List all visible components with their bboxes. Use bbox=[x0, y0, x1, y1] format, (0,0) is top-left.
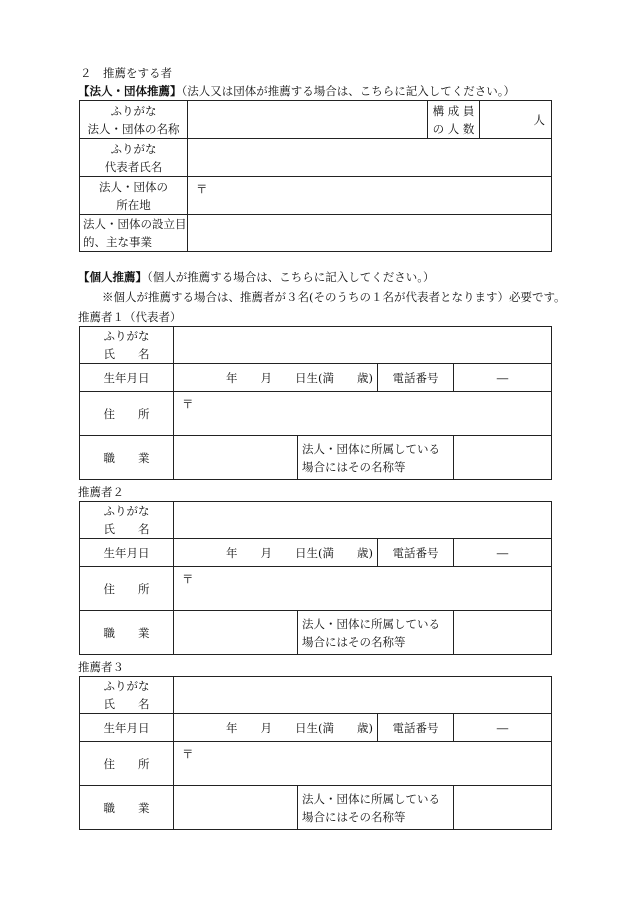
affiliation-label bbox=[298, 786, 454, 830]
representative-field[interactable] bbox=[188, 139, 552, 177]
corporate-address-label bbox=[80, 177, 188, 215]
occupation-field[interactable] bbox=[174, 436, 298, 480]
representative-name-text: 代表者氏名 bbox=[104, 159, 163, 174]
phone-field[interactable]: ― bbox=[454, 364, 552, 392]
name-label: 氏 名 bbox=[103, 522, 150, 536]
postal-mark: 〒 bbox=[196, 182, 208, 196]
birthdate-label: 生年月日 bbox=[80, 539, 174, 567]
member-count-label bbox=[428, 101, 480, 139]
birthdate-field[interactable]: 年 月 日生(満 歳) bbox=[174, 364, 378, 392]
recommender-name-label bbox=[80, 502, 174, 539]
section-heading: ２ 推薦をする者 bbox=[80, 66, 172, 80]
recommender-name-label bbox=[80, 327, 174, 364]
phone-field[interactable]: ― bbox=[454, 539, 552, 567]
birthdate-label: 生年月日 bbox=[80, 364, 174, 392]
purpose-label bbox=[80, 215, 188, 252]
name-label: 氏 名 bbox=[103, 697, 150, 711]
furigana-label: ふりがな bbox=[103, 679, 150, 693]
affiliation-label-line1: 法人・団体に所属している bbox=[302, 441, 440, 456]
address-label: 住 所 bbox=[80, 567, 174, 611]
member-count-label-line1: 構 成 員 bbox=[432, 103, 475, 118]
member-count-unit: 人 bbox=[533, 113, 545, 127]
address-field[interactable] bbox=[174, 742, 552, 786]
occupation-label: 職 業 bbox=[80, 611, 174, 655]
furigana-label: ふりがな bbox=[110, 103, 157, 118]
phone-label: 電話番号 bbox=[378, 364, 454, 392]
recommender-table bbox=[79, 501, 552, 655]
individual-heading-title: 【個人推薦】 bbox=[78, 270, 147, 284]
corporate-address-label-line2: 所在地 bbox=[116, 197, 151, 212]
occupation-label: 職 業 bbox=[80, 436, 174, 480]
affiliation-label-line1: 法人・団体に所属している bbox=[302, 791, 440, 806]
recommender-name-field[interactable] bbox=[174, 327, 552, 364]
phone-label: 電話番号 bbox=[378, 539, 454, 567]
affiliation-label-line2: 場合にはその名称等 bbox=[302, 809, 406, 824]
individual-heading-note: （個人が推薦する場合は、こちらに記入してください。） bbox=[147, 270, 435, 284]
affiliation-label-line2: 場合にはその名称等 bbox=[302, 459, 406, 474]
address-field[interactable] bbox=[174, 392, 552, 436]
corporate-heading bbox=[78, 84, 515, 98]
recommender-title: 推薦者２ bbox=[78, 485, 124, 499]
affiliation-field[interactable] bbox=[454, 786, 552, 830]
corporate-table bbox=[79, 100, 552, 252]
birthdate-field[interactable]: 年 月 日生(満 歳) bbox=[174, 714, 378, 742]
affiliation-label-line1: 法人・団体に所属している bbox=[302, 616, 440, 631]
purpose-label-line1: 法人・団体の設立目 bbox=[83, 217, 187, 231]
recommender-table bbox=[79, 326, 552, 480]
phone-label: 電話番号 bbox=[378, 714, 454, 742]
recommender-name-label bbox=[80, 677, 174, 714]
furigana-label: ふりがな bbox=[103, 329, 150, 343]
corporate-heading-note: （法人又は団体が推薦する場合は、こちらに記入してください。） bbox=[181, 84, 515, 98]
phone-field[interactable]: ― bbox=[454, 714, 552, 742]
recommender-name-field[interactable] bbox=[174, 677, 552, 714]
corporate-address-label-line1: 法人・団体の bbox=[99, 179, 168, 194]
recommender-title: 推薦者１（代表者） bbox=[78, 310, 182, 324]
affiliation-label bbox=[298, 436, 454, 480]
address-field[interactable] bbox=[174, 567, 552, 611]
member-count-label-line2: の 人 数 bbox=[432, 121, 475, 136]
occupation-field[interactable] bbox=[174, 786, 298, 830]
recommender-name-field[interactable] bbox=[174, 502, 552, 539]
corporate-name-text: 法人・団体の名称 bbox=[87, 121, 180, 136]
address-label: 住 所 bbox=[80, 742, 174, 786]
purpose-label-line2: 的、主な事業 bbox=[83, 235, 152, 249]
birthdate-label: 生年月日 bbox=[80, 714, 174, 742]
corporate-address-field[interactable] bbox=[188, 177, 552, 215]
address-label: 住 所 bbox=[80, 392, 174, 436]
affiliation-field[interactable] bbox=[454, 436, 552, 480]
affiliation-label-line2: 場合にはその名称等 bbox=[302, 634, 406, 649]
individual-heading bbox=[78, 270, 435, 284]
recommender-table bbox=[79, 676, 552, 830]
furigana-label: ふりがな bbox=[110, 141, 157, 156]
name-label: 氏 名 bbox=[103, 347, 150, 361]
corporate-name-field[interactable] bbox=[188, 101, 428, 139]
postal-mark: 〒 bbox=[182, 397, 194, 411]
recommender-title: 推薦者３ bbox=[78, 660, 124, 674]
representative-label bbox=[80, 139, 188, 177]
affiliation-label bbox=[298, 611, 454, 655]
corporate-name-label bbox=[80, 101, 188, 139]
affiliation-field[interactable] bbox=[454, 611, 552, 655]
purpose-field[interactable] bbox=[188, 215, 552, 252]
postal-mark: 〒 bbox=[182, 747, 194, 761]
furigana-label: ふりがな bbox=[103, 504, 150, 518]
occupation-field[interactable] bbox=[174, 611, 298, 655]
individual-note: ※個人が推薦する場合は、推薦者が３名(そのうちの１名が代表者となります）必要です。 bbox=[102, 290, 566, 304]
member-count-field[interactable] bbox=[480, 101, 552, 139]
corporate-heading-title: 【法人・団体推薦】 bbox=[78, 84, 182, 98]
occupation-label: 職 業 bbox=[80, 786, 174, 830]
birthdate-field[interactable]: 年 月 日生(満 歳) bbox=[174, 539, 378, 567]
postal-mark: 〒 bbox=[182, 572, 194, 586]
